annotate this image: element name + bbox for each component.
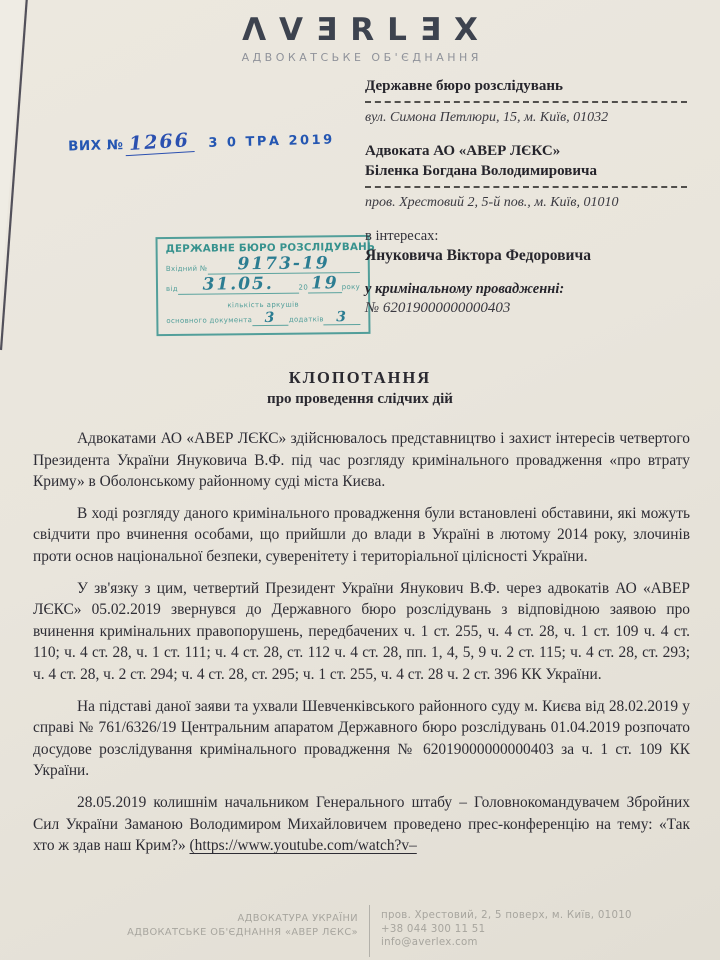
incoming-number-row — [166, 255, 360, 275]
main-doc-label: основного документа — [166, 316, 253, 326]
addressee-block — [365, 76, 697, 317]
letterhead-footer — [0, 903, 720, 957]
paragraph-3: У зв'язку з цим, четвертий Президент України Янукович В.Ф. через адвокатів АО «АВЕР ЛЄКС» 05.02.2019 звернувся до Державного бюро розслідувань з відповідною заявою про вчинення кримінальних правопорушень, передбачених ч. 1 ст. 255, ч. 4 ст. 28, ч. 1 ст. 109 ч. 4 ст. 110; ч. 4 ст. 28, ч. 1 ст. 111; ч. 4 ст. 28, ст. 112 ч. 4 ст. 28, пп. 1, 4, 5, 9 ч. 2 ст. 115; ч. 4 ст. 28, ст. 293; ч. 4 ст. 28, ч. 2 ст. 294; ч. 4 ст. 28, ст. 295; ч. 1 ст. 255, ч. 4 ст. 28 ч. 2 ст. 396 КК України. — [33, 579, 690, 683]
attachments-label: додатків — [288, 315, 324, 324]
footer-address: пров. Хрестовий, 2, 5 поверх, м. Київ, 01010 — [381, 910, 632, 921]
case-label: у кримінальному провадженні: — [365, 281, 565, 297]
recipient-advocate-address: пров. Хрестовий 2, 5-й пов., м. Київ, 01010 — [365, 195, 619, 210]
interests-name: Януковича Віктора Федоровича — [365, 247, 591, 264]
paragraph-2: В ході розгляду даного кримінального провадження були встановлені обставини, які можуть свідчити про вчинення особами, що прийшли до влади в Україні в лютому 2014 року, злочинів проти основ національної безпеки, суверенітету і територіальної цілісності України. — [33, 504, 690, 565]
footer-org-line1: АДВОКАТУРА УКРАЇНИ — [237, 913, 358, 924]
sheet-count-label: кількість аркушів — [227, 300, 300, 310]
footer-divider — [369, 905, 370, 957]
case-number: № 62019000000000403 — [365, 300, 511, 316]
paragraph-5 — [33, 792, 690, 857]
paragraph-1: Адвокатами АО «АВЕР ЛЄКС» здійснювалось представництво і захист інтересів четвертого Президента України Януковича В.Ф. під час розгляду кримінального провадження «про втрату Криму» в Оболонському районному суді міста Києва. — [33, 430, 690, 491]
incoming-year-suffix: року — [341, 282, 361, 292]
incoming-number-label: Вхідний № — [165, 264, 208, 274]
recipient-advocate-line1: Адвоката АО «АВЕР ЛЄКС» — [365, 143, 561, 159]
incoming-date-value: 31.05. — [178, 276, 299, 295]
document-body — [33, 428, 690, 867]
outgoing-stamp-date: 3 0 ТРА 2019 — [208, 132, 335, 151]
footer-org-line2: АДВОКАТСЬКЕ ОБ'ЄДНАННЯ «АВЕР ЛЄКС» — [127, 926, 358, 938]
attachments-value: 3 — [324, 310, 361, 325]
outgoing-stamp-label: ВИХ № — [67, 137, 124, 155]
recipient-advocate-line2: Біленка Богдана Володимировича — [365, 163, 597, 179]
outgoing-stamp-handwritten-number: 1266 — [125, 129, 195, 156]
averlex-logo: ΛVƎRLƎX — [242, 12, 491, 48]
incoming-date-row — [166, 275, 360, 295]
incoming-number-value: 9173-19 — [207, 255, 360, 275]
letterhead — [0, 12, 720, 64]
incoming-registration-stamp — [155, 235, 376, 336]
footer-phone: +38 044 300 11 51 — [381, 923, 486, 935]
interests-label: в інтересах: — [365, 228, 439, 244]
logo-subtitle: АДВОКАТСЬКЕ ОБ'ЄДНАННЯ — [241, 51, 482, 64]
outgoing-number-stamp — [68, 127, 335, 157]
footer-email: info@averlex.com — [381, 937, 478, 948]
document-title-line1: КЛОПОТАННЯ — [288, 368, 432, 387]
recipient-dbr-address: вул. Симона Петлюри, 15, м. Київ, 01032 — [365, 110, 609, 125]
paragraph-5-text: 28.05.2019 колишнім начальником Генерального штабу – Головнокомандувачем Збройних Сил України Заманою Володимиром Михайловичем проведено прес-конференцію на тему: «Так хто ж здав наш Крим?» — [33, 793, 690, 855]
incoming-year-value: 19 — [308, 275, 342, 293]
incoming-stamp-title: ДЕРЖАВНЕ БЮРО РОЗСЛІДУВАНЬ — [165, 240, 376, 256]
dashed-separator — [365, 186, 687, 188]
incoming-date-label: від — [165, 284, 178, 294]
recipient-dbr-title: Державне бюро розслідувань — [365, 78, 563, 94]
document-title — [0, 368, 720, 408]
sheet-count-row — [166, 310, 360, 327]
paragraph-4: На підставі даної заяви та ухвали Шевченківського районного суду м. Києва від 28.02.2019 у справі № 761/6326/19 Центральним апаратом Державного бюро розслідувань 01.04.2019 розпочато досудове розслідування кримінального провадження № 62019000000000403 за ч. 1 ст. 109 КК України. — [33, 697, 690, 780]
incoming-year-prefix: 20 — [298, 283, 309, 292]
footer-organization — [0, 903, 358, 939]
footer-contacts — [381, 903, 632, 950]
main-doc-value: 3 — [252, 311, 289, 326]
dashed-separator — [365, 101, 687, 103]
youtube-link-text: (https://www.youtube.com/watch?v– — [189, 837, 417, 855]
document-title-line2: про проведення слідчих дій — [267, 391, 453, 407]
